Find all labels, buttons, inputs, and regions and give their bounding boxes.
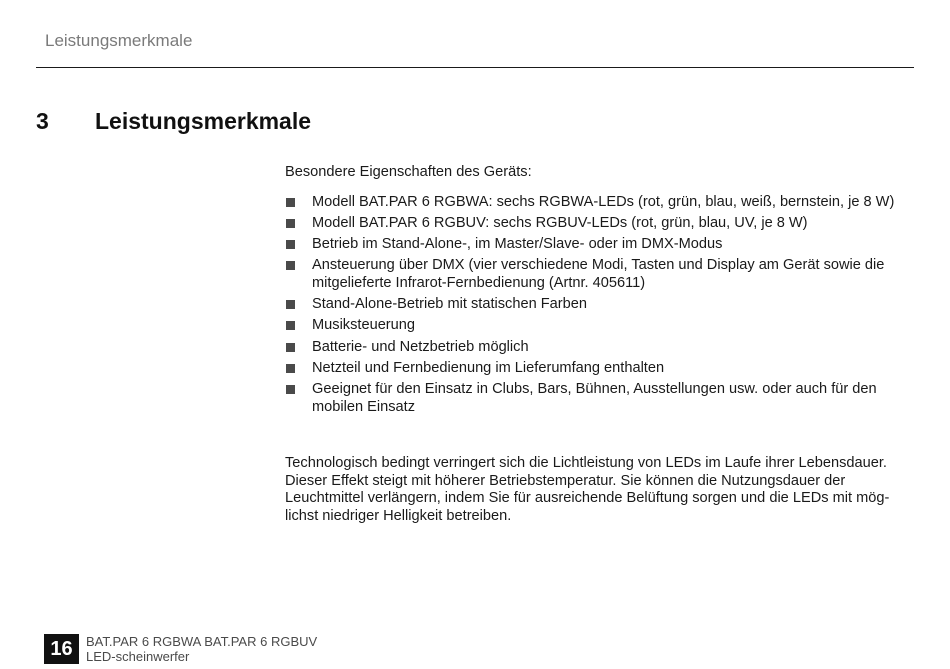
footer-product-info: [86, 634, 317, 664]
feature-text: Netzteil und Fernbedienung im Lieferumfang enthalten: [312, 360, 665, 377]
chapter-title: Leistungsmerkmale: [95, 108, 312, 134]
page-number-badge: 16: [44, 634, 79, 664]
square-bullet-icon: [286, 343, 295, 352]
square-bullet-icon: [286, 240, 295, 249]
square-bullet-icon: [286, 261, 295, 270]
square-bullet-icon: [286, 219, 295, 228]
feature-text: Ansteuerung über DMX (vier verschiedene Modi, Tasten und Display am Gerät sowie die mitgelieferte Infrarot-Fernbedienung (Artnr. 405611): [312, 257, 885, 291]
square-bullet-icon: [286, 364, 295, 373]
header-divider: [36, 67, 914, 68]
led-lifetime-note: Technologisch bedingt verringert sich die Lichtleistung von LEDs im Laufe ihrer Lebensdauer. Dieser Effekt steigt mit höherer Betriebstemperatur. Sie können die Nutzungsdauer der Leuchtmittel verlängern, indem Sie für ausreichende Belüftung sorgen und die LEDs mit möglichst niedriger Helligkeit betreiben.: [285, 455, 890, 524]
square-bullet-icon: [286, 321, 295, 330]
feature-item: [285, 194, 910, 212]
running-header-title: Leistungsmerkmale: [45, 31, 193, 50]
footer-product-type: LED-scheinwerfer: [86, 649, 190, 664]
feature-text: Modell BAT.PAR 6 RGBUV: sechs RGBUV-LEDs (rot, grün, blau, UV, je 8 W): [312, 214, 808, 231]
feature-text: Modell BAT.PAR 6 RGBWA: sechs RGBWA-LEDs (rot, grün, blau, weiß, bernstein, je 8 W): [312, 193, 895, 210]
feature-item: [285, 360, 910, 378]
feature-list: [285, 194, 910, 417]
chapter-heading: [36, 108, 311, 135]
feature-text: Musiksteuerung: [312, 317, 416, 334]
feature-item: [285, 317, 910, 335]
square-bullet-icon: [286, 385, 295, 394]
feature-text: Geeignet für den Einsatz in Clubs, Bars, Bühnen, Ausstellungen usw. oder auch für den mobilen Einsatz: [312, 381, 877, 415]
feature-item: [285, 236, 910, 254]
footer-product-line: BAT.PAR 6 RGBWA BAT.PAR 6 RGBUV: [86, 634, 318, 649]
square-bullet-icon: [286, 198, 295, 207]
feature-item: [285, 296, 910, 314]
feature-item: [285, 339, 910, 357]
feature-item: [285, 215, 910, 233]
main-content: [285, 164, 910, 525]
feature-text: Betrieb im Stand-Alone-, im Master/Slave- oder im DMX-Modus: [312, 236, 723, 253]
feature-item: [285, 257, 910, 292]
feature-text: Stand-Alone-Betrieb mit statischen Farben: [312, 296, 587, 313]
feature-item: [285, 381, 910, 416]
feature-text: Batterie- und Netzbetrieb möglich: [312, 338, 529, 355]
features-intro: Besondere Eigenschaften des Geräts:: [285, 164, 532, 180]
chapter-number: 3: [36, 108, 49, 134]
square-bullet-icon: [286, 300, 295, 309]
